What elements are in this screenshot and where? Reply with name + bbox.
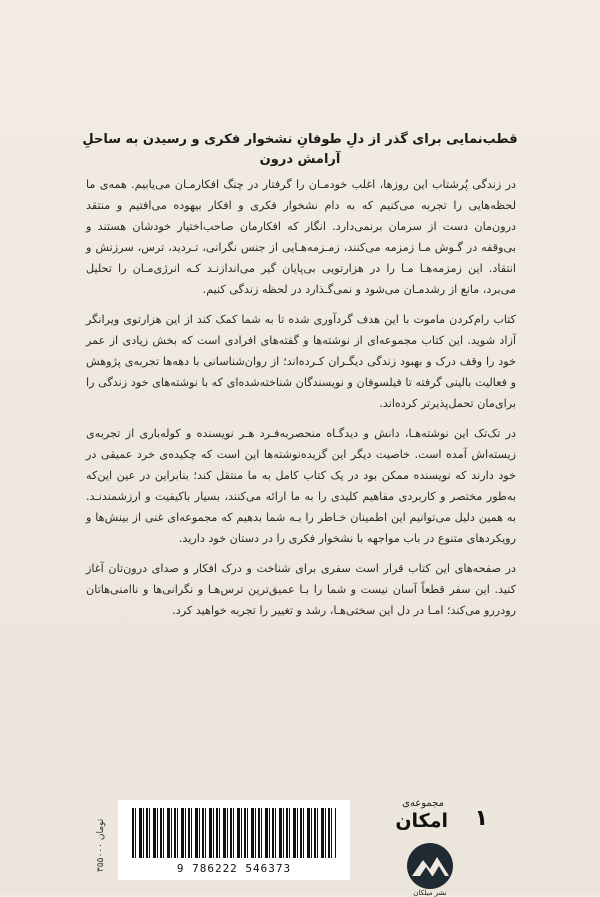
publisher-mountain-logo-icon [406,842,454,890]
series-title: امکان [395,810,448,832]
blurb-paragraph-1: در زندگی پُرشتاب این روزها، اغلب خودمـان را گرفتار در چنگ افکارمـان می‌یابیم. همه‌ی ما لحظه‌هایی را تجربه می‌کنیم که به دام نشخوار فکری و افکار بیهوده می‌افتیم و منتقد درون‌مان دست از سرمان برنمی‌دارد. انگار که افکارمان صاحب‌اختیار خودشان هستند و بی‌وقفه در گـوش مـا زمزمه می‌کنند، زمـزمه‌هـایی از جنس نگرانی، تـردید، ترس، سرزنش و انتقاد. این زمزمه‌هـا مـا را در هزارتویی بی‌پایان گیر می‌اندازنـد کـه انرژی‌مـان را تحلیل می‌برد، مانع از رشدمـان می‌شود و نمی‌گـذارد در لحظه زندگی کنیم. [86,178,516,296]
barcode-bars [132,808,336,858]
blurb-paragraph-2: کتاب رام‌کردن ماموت با این هدف گردآوری شده تا به شما کمک کند از این هزارتوی ویرانگر آزاد شوید. این کتاب مجموعه‌ای از نوشته‌ها و گفته‌های افرادی است که بخش زیادی از عمر خود را وقف درک و بهبود زندگی دیگـران کـرده‌اند؛ از روان‌شناسانی با دهه‌ها تجربه‌ی پژوهش و فعالیت بالینی گرفته تا فیلسوفان و نویسندگان شناخته‌شده‌ای که با نوشته‌های خود زندگی را برای‌مان تحمل‌پذیرتر کرده‌اند. [86,313,516,410]
publisher-name: نشر میلکان [413,889,447,897]
blurb-paragraph-3: در تک‌تک این نوشته‌هـا، دانش و دیدگـاه منحصربه‌فـرد هـر نویسنده و کوله‌باری از تجربه‌ی زیسته‌اش آمده است. خاصیت دیگر این گزیده‌نوشته‌ها این است که چکیده‌ی خرد عمیقی در خود دارند که نویسنده ممکن بود در یک کتاب کامل به ما منتقل کند؛ بنابراین در عین این‌که به‌طور مختصر و کاربردی مفاهیم کلیدی را به ما ارائه می‌کنند، بسیار باکیفیت و ارزشمندنـد. به همین دلیل می‌توانیم این اطمینان خـاطر را بـه شما بدهیم که مجموعه‌ای غنی از بینش‌ها و رویکردهای متنوع در باب مواجهه با نشخوار فکری را در دستان خود دارید. [86,427,516,545]
price-label: ۳۵۵۰۰۰ تومان [96,818,106,872]
series-mark [358,798,488,838]
cover-headline: قطب‌نمایی برای گذر از دلِ طوفانِ نشخوار فکری و رسیدن به ساحلِ آرامش درون [82,132,518,167]
blurb-paragraph-4: در صفحه‌های این کتاب قرار است سفری برای شناخت و درک افکار و صدای درون‌تان آغاز کنید. این سفر قطعاً آسان نیست و شما را بـا عمیق‌ترین ترس‌هـا و نگرانی‌ها و ناامنی‌هاتان رودررو می‌کند؛ امـا در دل این سختی‌هـا، رشد و تغییر را تجربه خواهید کرد. [86,562,516,617]
series-label: مجموعه‌ی [402,798,444,809]
cover-footer [0,790,600,897]
barcode-number: 9 786222 546373 [176,862,292,875]
series-number: ۱ [474,806,488,831]
blurb-text [86,174,516,630]
isbn-barcode [118,800,350,880]
